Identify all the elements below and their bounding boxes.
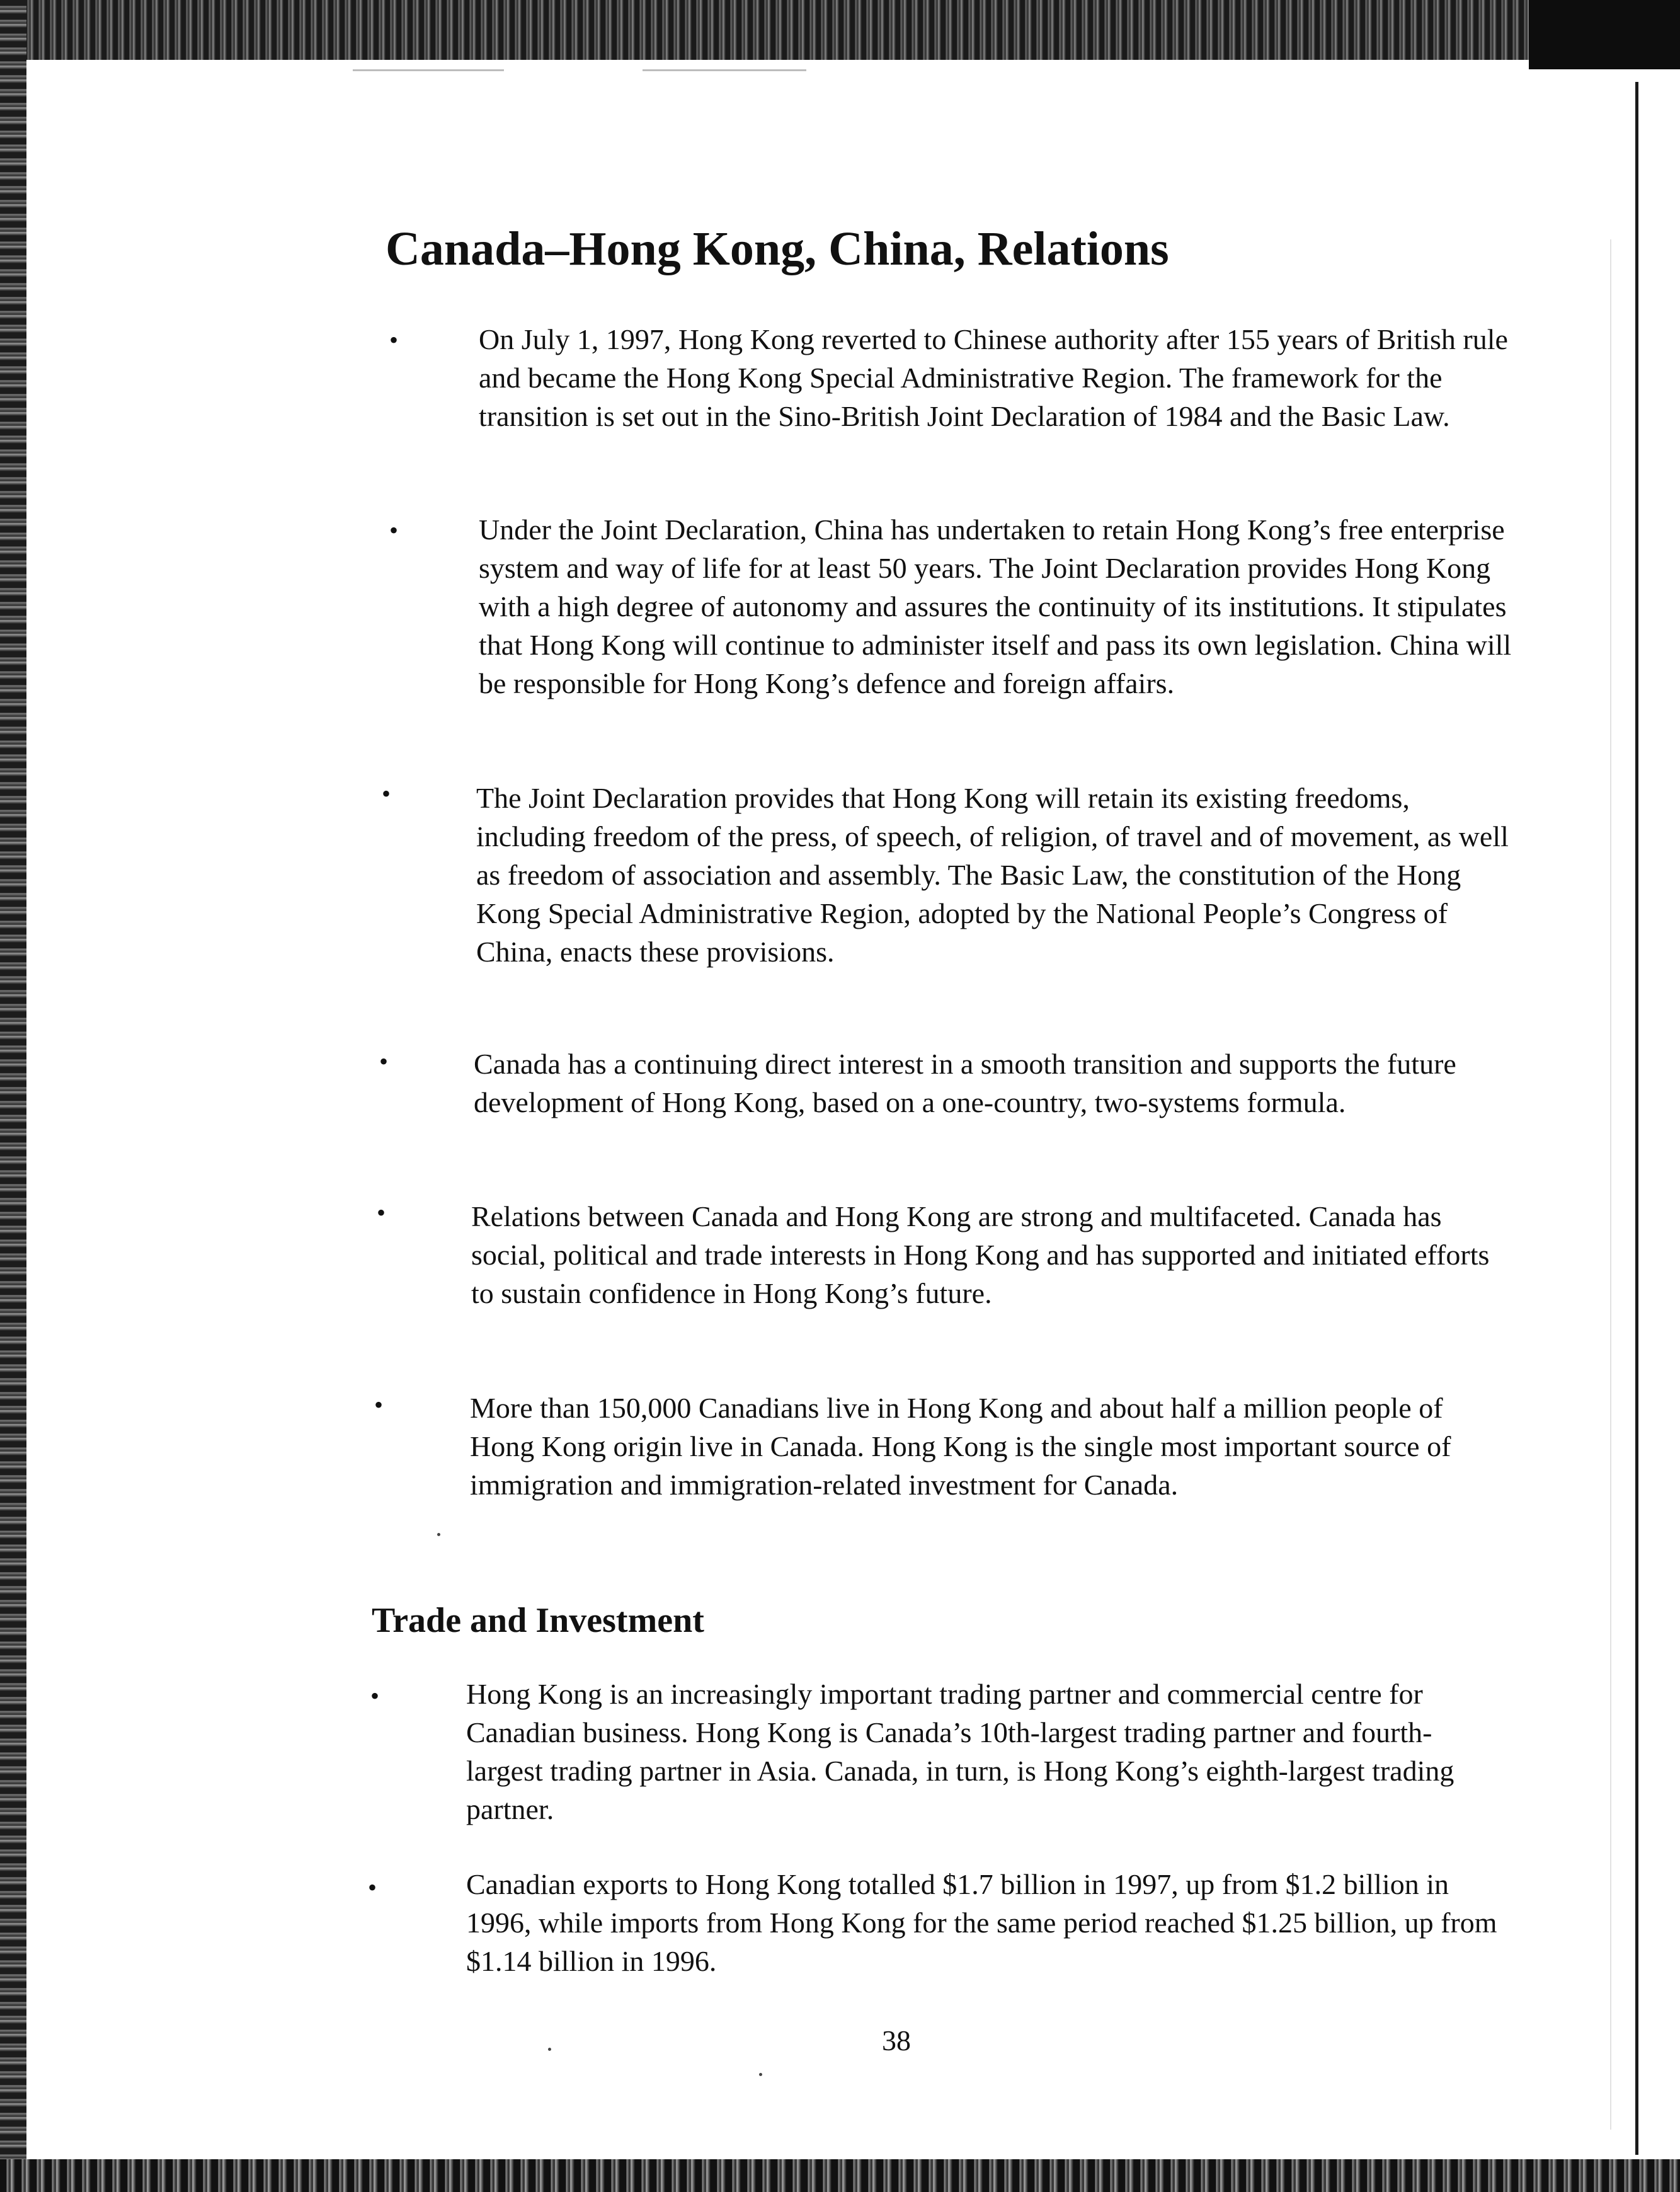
scan-bottom-border [0,2159,1680,2192]
paragraph-4: Canada has a continuing direct interest in a smooth transition and supports the future development of Hong Kong, based on a one-country, two-systems formula. [474,1048,1456,1118]
scan-top-right-shadow [1529,0,1680,69]
bullet-marker: • [374,1391,384,1419]
bullet-marker: • [389,516,399,544]
scan-speck [437,1533,440,1536]
trade-paragraph-2: Canadian exports to Hong Kong totalled $1.7 billion in 1997, up from $1.2 billion in 1996, while imports from Hong Kong for the same period reached $1.25 billion, up from $1.14 billion in 1996. [466,1868,1497,1977]
bullet-marker: • [382,779,391,808]
bullet-marker: • [379,1047,389,1076]
section-heading-trade: Trade and Investment [372,1601,704,1640]
paragraph-5: Relations between Canada and Hong Kong are strong and multifaceted. Canada has social, political and trade interests in Hong Kong and has supported and initiated efforts to sustain confidence in Hong Kong’s future. [471,1200,1490,1309]
trade-paragraph-1: Hong Kong is an increasingly important trading partner and commercial centre for Canadian business. Hong Kong is Canada’s 10th-largest trading partner and fourth-largest trading partner in Asia. Canada, in turn, is Hong Kong’s eighth-largest trading partner. [466,1678,1454,1825]
scan-left-border [0,0,26,2192]
bullet-marker: • [368,1873,377,1902]
scan-top-border [0,0,1680,60]
paragraph-1: On July 1, 1997, Hong Kong reverted to Chinese authority after 155 years of British rule and became the Hong Kong Special Administrative Region. The framework for the transition is set out in the Sino-British Joint Declaration of 1984 and the Basic Law. [479,323,1508,432]
bullet-marker: • [389,326,399,354]
scan-speck [759,2073,762,2076]
page-number: 38 [882,2024,911,2057]
bullet-marker: • [370,1682,380,1710]
page-title: Canada–Hong Kong, China, Relations [386,222,1169,275]
paragraph-2: Under the Joint Declaration, China has undertaken to retain Hong Kong’s free enterprise system and way of life for at least 50 years. The Joint Declaration provides Hong Kong with a high degree of autonomy and assures the continuity of its institutions. It stipulates that Hong Kong will continue to administer itself and pass its own legislation. China will be responsible for Hong Kong’s defence and foreign affairs. [479,514,1512,699]
scan-right-faint-line [1610,239,1611,2130]
scan-right-edge-line [1635,82,1638,2155]
scan-rule [643,69,806,71]
paragraph-3: The Joint Declaration provides that Hong Kong will retain its existing freedoms, including freedom of the press, of speech, of religion, of travel and of movement, as well as freedom of association and assembly. The Basic Law, the constitution of the Hong Kong Special Administrative Region, adopted by the National People’s Congress of China, enacts these provisions. [476,782,1509,968]
scan-rule [353,69,504,71]
bullet-marker: • [377,1198,386,1227]
paragraph-6: More than 150,000 Canadians live in Hong Kong and about half a million people of Hong Kong origin live in Canada. Hong Kong is the single most important source of immigration and immigration-related investment for Canada. [470,1392,1451,1501]
scan-speck [548,2048,551,2051]
